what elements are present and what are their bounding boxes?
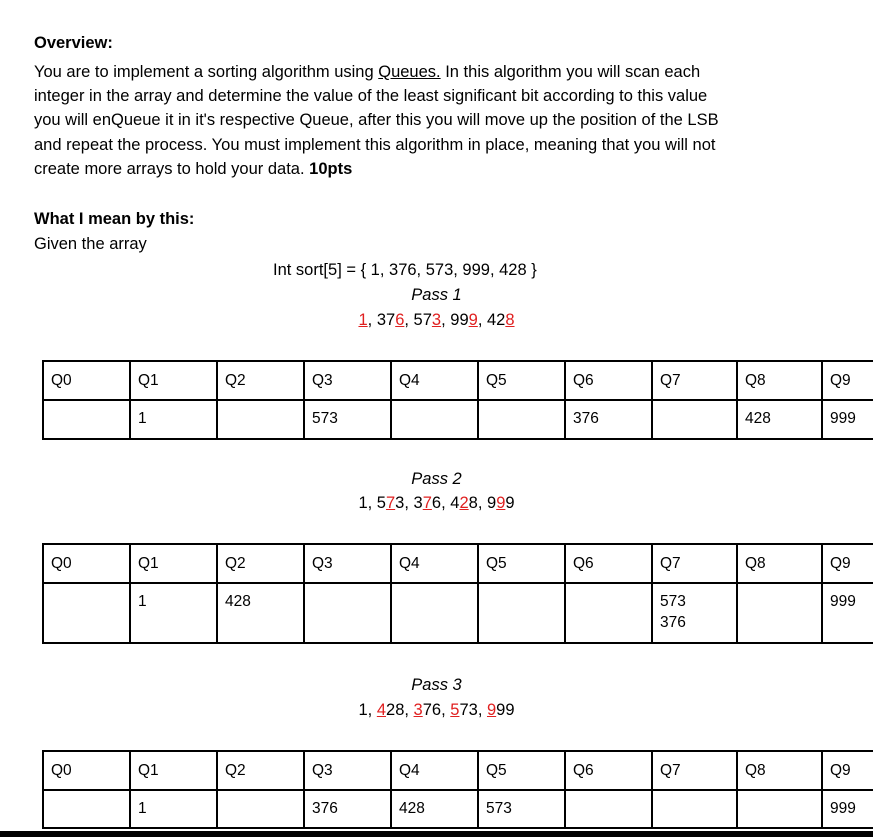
- highlighted-digit: 3: [431, 311, 442, 329]
- points-label: 10pts: [309, 159, 353, 178]
- queue-cell-q9: 999: [822, 583, 873, 643]
- overview-paragraph: [34, 60, 834, 181]
- highlighted-digit: 9: [496, 494, 506, 512]
- highlighted-digit: 6: [395, 311, 405, 329]
- pass-number: 428: [376, 701, 405, 719]
- queue-header-q5: Q5: [478, 361, 565, 400]
- queue-cell-q1: 1: [130, 400, 217, 439]
- queue-cell-q3: 573: [304, 400, 391, 439]
- highlighted-digit: 3: [413, 701, 423, 719]
- queue-header-q3: Q3: [304, 544, 391, 583]
- page-bottom-border: [0, 831, 873, 837]
- queue-cell-q4: 428: [391, 790, 478, 828]
- queue-header-q5: Q5: [478, 544, 565, 583]
- queue-cell-q4: [391, 583, 478, 643]
- pass-number: 428: [486, 311, 515, 329]
- queue-cell-q9: 999: [822, 790, 873, 828]
- pass-number: 428: [450, 494, 478, 512]
- queue-header-q0: Q0: [43, 361, 130, 400]
- highlighted-digit: 5: [450, 701, 460, 719]
- queue-header-q5: Q5: [478, 751, 565, 790]
- queue-header-q6: Q6: [565, 361, 652, 400]
- pass-number: 1: [358, 494, 368, 512]
- pass-number: 573: [376, 494, 405, 512]
- queue-header-row: [43, 751, 873, 790]
- queue-cell-q7: [652, 790, 737, 828]
- queue-header-q8: Q8: [737, 361, 822, 400]
- queue-header-q9: Q9: [822, 751, 873, 790]
- queue-cell-q3: [304, 583, 391, 643]
- pass-3-queue-table: [42, 750, 873, 829]
- queue-cell-q9: 999: [822, 400, 873, 439]
- queue-cell-q5: [478, 583, 565, 643]
- pass-number: 573: [450, 701, 478, 719]
- pass-number: 999: [450, 311, 478, 329]
- queue-header-q2: Q2: [217, 361, 304, 400]
- queue-cell-q2: [217, 400, 304, 439]
- queue-header-q7: Q7: [652, 751, 737, 790]
- queue-header-q2: Q2: [217, 751, 304, 790]
- queue-cell-q8: [737, 583, 822, 643]
- highlighted-digit: 9: [486, 701, 497, 719]
- queue-header-row: [43, 361, 873, 400]
- queue-value-row: [43, 583, 873, 643]
- queue-header-q7: Q7: [652, 544, 737, 583]
- queue-cell-q6: [565, 790, 652, 828]
- pass-number: 999: [486, 701, 515, 719]
- queue-cell-q2: [217, 790, 304, 828]
- highlighted-digit: 4: [376, 701, 387, 719]
- queue-cell-q1: 1: [130, 583, 217, 643]
- highlighted-digit: 9: [468, 311, 478, 329]
- overview-line-4: and repeat the process. You must implement this algorithm in place, meaning that you will not: [34, 135, 716, 154]
- pass-3-numbers: 1, 428, 376, 573, 999: [358, 701, 515, 719]
- highlighted-digit: 1: [358, 311, 368, 329]
- queue-header-q6: Q6: [565, 751, 652, 790]
- queue-header-q8: Q8: [737, 544, 822, 583]
- queue-value-row: [43, 400, 873, 439]
- queue-header-q8: Q8: [737, 751, 822, 790]
- pass-1-title: Pass 1: [411, 286, 462, 304]
- highlighted-digit: 8: [505, 311, 515, 329]
- queue-cell-q6: 376: [565, 400, 652, 439]
- queue-header-q9: Q9: [822, 361, 873, 400]
- overview-line-1: You are to implement a sorting algorithm using Queues. In this algorithm you will scan each: [34, 63, 701, 81]
- overview-heading: Overview:: [34, 34, 113, 52]
- queue-cell-q1: 1: [130, 790, 217, 828]
- overview-line-5: create more arrays to hold your data. 10pts: [34, 159, 353, 178]
- queue-header-q0: Q0: [43, 751, 130, 790]
- queue-header-row: [43, 544, 873, 583]
- queue-cell-q6: [565, 583, 652, 643]
- queue-cell-q8: 428: [737, 400, 822, 439]
- queue-cell-q0: [43, 583, 130, 643]
- queue-header-q1: Q1: [130, 361, 217, 400]
- queue-header-q3: Q3: [304, 751, 391, 790]
- pass-2-title: Pass 2: [411, 470, 462, 488]
- pass-number: 573: [413, 311, 442, 329]
- queue-value-row: [43, 790, 873, 828]
- queue-header-q4: Q4: [391, 751, 478, 790]
- pass-3-title: Pass 3: [411, 676, 462, 694]
- queue-header-q3: Q3: [304, 361, 391, 400]
- queue-cell-q7: 573 376: [652, 583, 737, 643]
- highlighted-digit: 7: [385, 494, 396, 512]
- explanation-intro: Given the array: [34, 235, 147, 253]
- queue-header-q4: Q4: [391, 361, 478, 400]
- queue-cell-q7: [652, 400, 737, 439]
- pass-number: 376: [413, 701, 442, 719]
- queue-header-q1: Q1: [130, 751, 217, 790]
- pass-1-queue-table: [42, 360, 873, 440]
- pass-number: 999: [487, 494, 515, 512]
- queue-header-q6: Q6: [565, 544, 652, 583]
- queue-cell-q8: [737, 790, 822, 828]
- queue-cell-q4: [391, 400, 478, 439]
- queue-header-q2: Q2: [217, 544, 304, 583]
- highlighted-digit: 2: [459, 494, 469, 512]
- pass-number: 1: [358, 701, 368, 719]
- queue-cell-q0: [43, 400, 130, 439]
- highlighted-digit: 7: [422, 494, 432, 512]
- queue-cell-q5: [478, 400, 565, 439]
- pass-1-numbers: 1, 376, 573, 999, 428: [358, 311, 515, 329]
- queue-cell-q2: 428: [217, 583, 304, 643]
- pass-2-queue-table: [42, 543, 873, 644]
- queue-cell-q3: 376: [304, 790, 391, 828]
- queue-cell-q0: [43, 790, 130, 828]
- overview-line-2: integer in the array and determine the value of the least significant bit according to this value: [34, 87, 708, 106]
- queue-cell-q5: 573: [478, 790, 565, 828]
- pass-number: 376: [376, 311, 405, 329]
- array-declaration: Int sort[5] = { 1, 376, 573, 999, 428 }: [273, 261, 537, 279]
- queue-header-q7: Q7: [652, 361, 737, 400]
- pass-2-numbers: 1, 573, 376, 428, 999: [358, 494, 515, 512]
- queue-header-q9: Q9: [822, 544, 873, 583]
- overview-line-3: you will enQueue it in it's respective Queue, after this you will move up the position of the LSB: [34, 111, 719, 130]
- queue-header-q1: Q1: [130, 544, 217, 583]
- pass-number: 376: [413, 494, 442, 512]
- queues-link[interactable]: Queues.: [378, 63, 441, 81]
- explanation-heading: What I mean by this:: [34, 210, 195, 228]
- pass-number: [358, 311, 367, 329]
- queue-header-q4: Q4: [391, 544, 478, 583]
- queue-header-q0: Q0: [43, 544, 130, 583]
